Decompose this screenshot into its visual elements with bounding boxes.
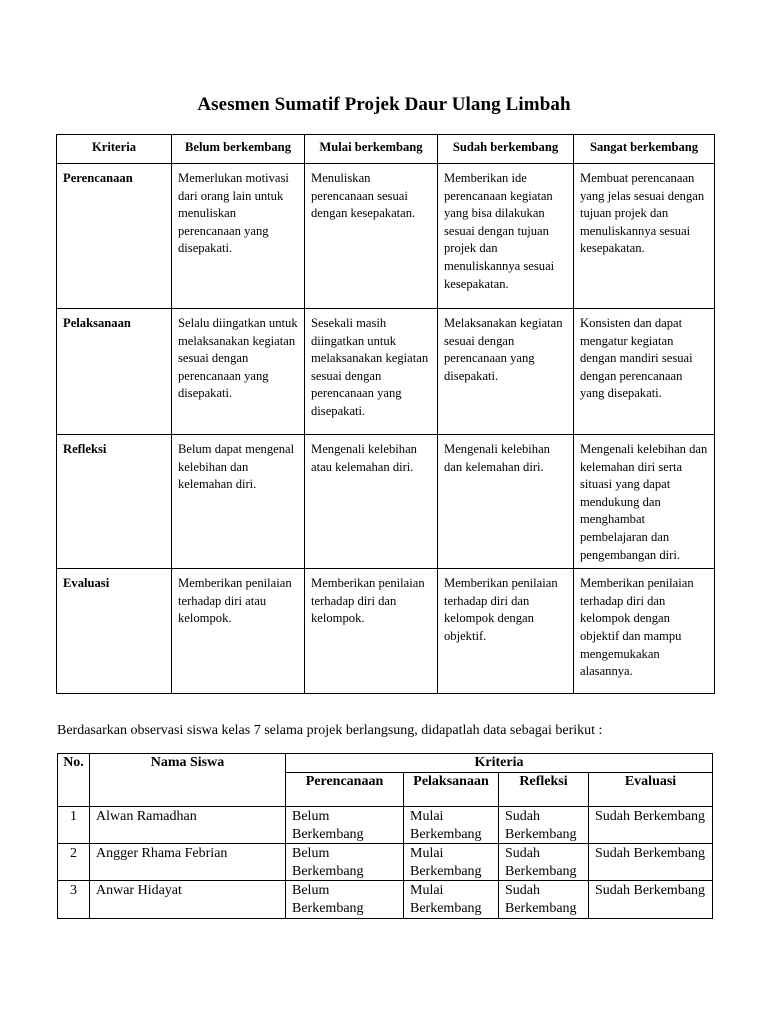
student-name: Alwan Ramadhan — [90, 807, 286, 844]
student-name: Anwar Hidayat — [90, 881, 286, 918]
rubric-cell: Mengenali kelebihan dan kelemahan diri. — [438, 435, 574, 569]
rubric-cell: Belum dapat mengenal kelebihan dan kelemahan diri. — [172, 435, 305, 569]
rubric-cell: Menuliskan perencanaan sesuai dengan kesepakatan. — [305, 164, 438, 309]
rubric-header-cell: Sudah berkembang — [438, 135, 574, 164]
rubric-criterion: Pelaksanaan — [57, 309, 172, 435]
row-number: 1 — [58, 807, 90, 844]
rubric-row-pelaksanaan — [57, 309, 715, 435]
rubric-cell: Mengenali kelebihan dan kelemahan diri serta situasi yang dapat mendukung dan menghambat pembelajaran dan pengembangan diri. — [574, 435, 715, 569]
score-cell: Sudah Berkembang — [499, 844, 589, 881]
rubric-cell: Memerlukan motivasi dari orang lain untuk menuliskan perencanaan yang disepakati. — [172, 164, 305, 309]
rubric-header-cell: Belum berkembang — [172, 135, 305, 164]
rubric-criterion: Evaluasi — [57, 569, 172, 694]
score-cell: Belum Berkembang — [286, 881, 404, 918]
document-title: Asesmen Sumatif Projek Daur Ulang Limbah — [197, 94, 571, 115]
score-cell: Mulai Berkembang — [404, 844, 499, 881]
rubric-header-cell: Sangat berkembang — [574, 135, 715, 164]
subheader-cell: Perencanaan — [286, 773, 404, 807]
name-header: Nama Siswa — [90, 754, 286, 807]
rubric-cell: Memberikan penilaian terhadap diri atau kelompok. — [172, 569, 305, 694]
rubric-header-cell: Kriteria — [57, 135, 172, 164]
student-header-row — [58, 754, 713, 773]
table-row — [58, 844, 713, 881]
rubric-header-cell: Mulai berkembang — [305, 135, 438, 164]
row-number: 2 — [58, 844, 90, 881]
score-cell: Sudah Berkembang — [499, 807, 589, 844]
rubric-row-refleksi — [57, 435, 715, 569]
rubric-header-row — [57, 135, 715, 164]
score-cell: Belum Berkembang — [286, 844, 404, 881]
student-results-table — [57, 753, 713, 919]
rubric-cell: Selalu diingatkan untuk melaksanakan kegiatan sesuai dengan perencanaan yang disepakati. — [172, 309, 305, 435]
rubric-cell: Sesekali masih diingatkan untuk melaksanakan kegiatan sesuai dengan perencanaan yang disepakati. — [305, 309, 438, 435]
table-row — [58, 807, 713, 844]
no-header: No. — [58, 754, 90, 807]
kriteria-header: Kriteria — [286, 754, 713, 773]
intro-paragraph: Berdasarkan observasi siswa kelas 7 selama projek berlangsung, didapatlah data sebagai berikut : — [57, 723, 603, 738]
rubric-cell: Membuat perencanaan yang jelas sesuai dengan tujuan projek dan menuliskannya sesuai kesepakatan. — [574, 164, 715, 309]
subheader-cell: Refleksi — [499, 773, 589, 807]
score-cell: Mulai Berkembang — [404, 881, 499, 918]
rubric-cell: Memberikan penilaian terhadap diri dan kelompok dengan objektif dan mampu mengemukakan alasannya. — [574, 569, 715, 694]
rubric-criterion: Perencanaan — [57, 164, 172, 309]
rubric-criterion: Refleksi — [57, 435, 172, 569]
rubric-cell: Mengenali kelebihan atau kelemahan diri. — [305, 435, 438, 569]
rubric-cell: Melaksanakan kegiatan sesuai dengan perencanaan yang disepakati. — [438, 309, 574, 435]
rubric-table — [56, 134, 715, 694]
rubric-row-evaluasi — [57, 569, 715, 694]
rubric-cell: Memberikan ide perencanaan kegiatan yang bisa dilakukan sesuai dengan tujuan projek dan menuliskannya sesuai kesepakatan. — [438, 164, 574, 309]
rubric-cell: Memberikan penilaian terhadap diri dan kelompok. — [305, 569, 438, 694]
rubric-cell: Konsisten dan dapat mengatur kegiatan dengan mandiri sesuai dengan perencanaan yang disepakati. — [574, 309, 715, 435]
score-cell: Sudah Berkembang — [589, 807, 713, 844]
student-name: Angger Rhama Febrian — [90, 844, 286, 881]
table-row — [58, 881, 713, 918]
score-cell: Mulai Berkembang — [404, 807, 499, 844]
score-cell: Sudah Berkembang — [589, 844, 713, 881]
rubric-row-perencanaan — [57, 164, 715, 309]
score-cell: Sudah Berkembang — [499, 881, 589, 918]
score-cell: Sudah Berkembang — [589, 881, 713, 918]
rubric-cell: Memberikan penilaian terhadap diri dan kelompok dengan objektif. — [438, 569, 574, 694]
subheader-cell: Evaluasi — [589, 773, 713, 807]
subheader-cell: Pelaksanaan — [404, 773, 499, 807]
score-cell: Belum Berkembang — [286, 807, 404, 844]
row-number: 3 — [58, 881, 90, 918]
